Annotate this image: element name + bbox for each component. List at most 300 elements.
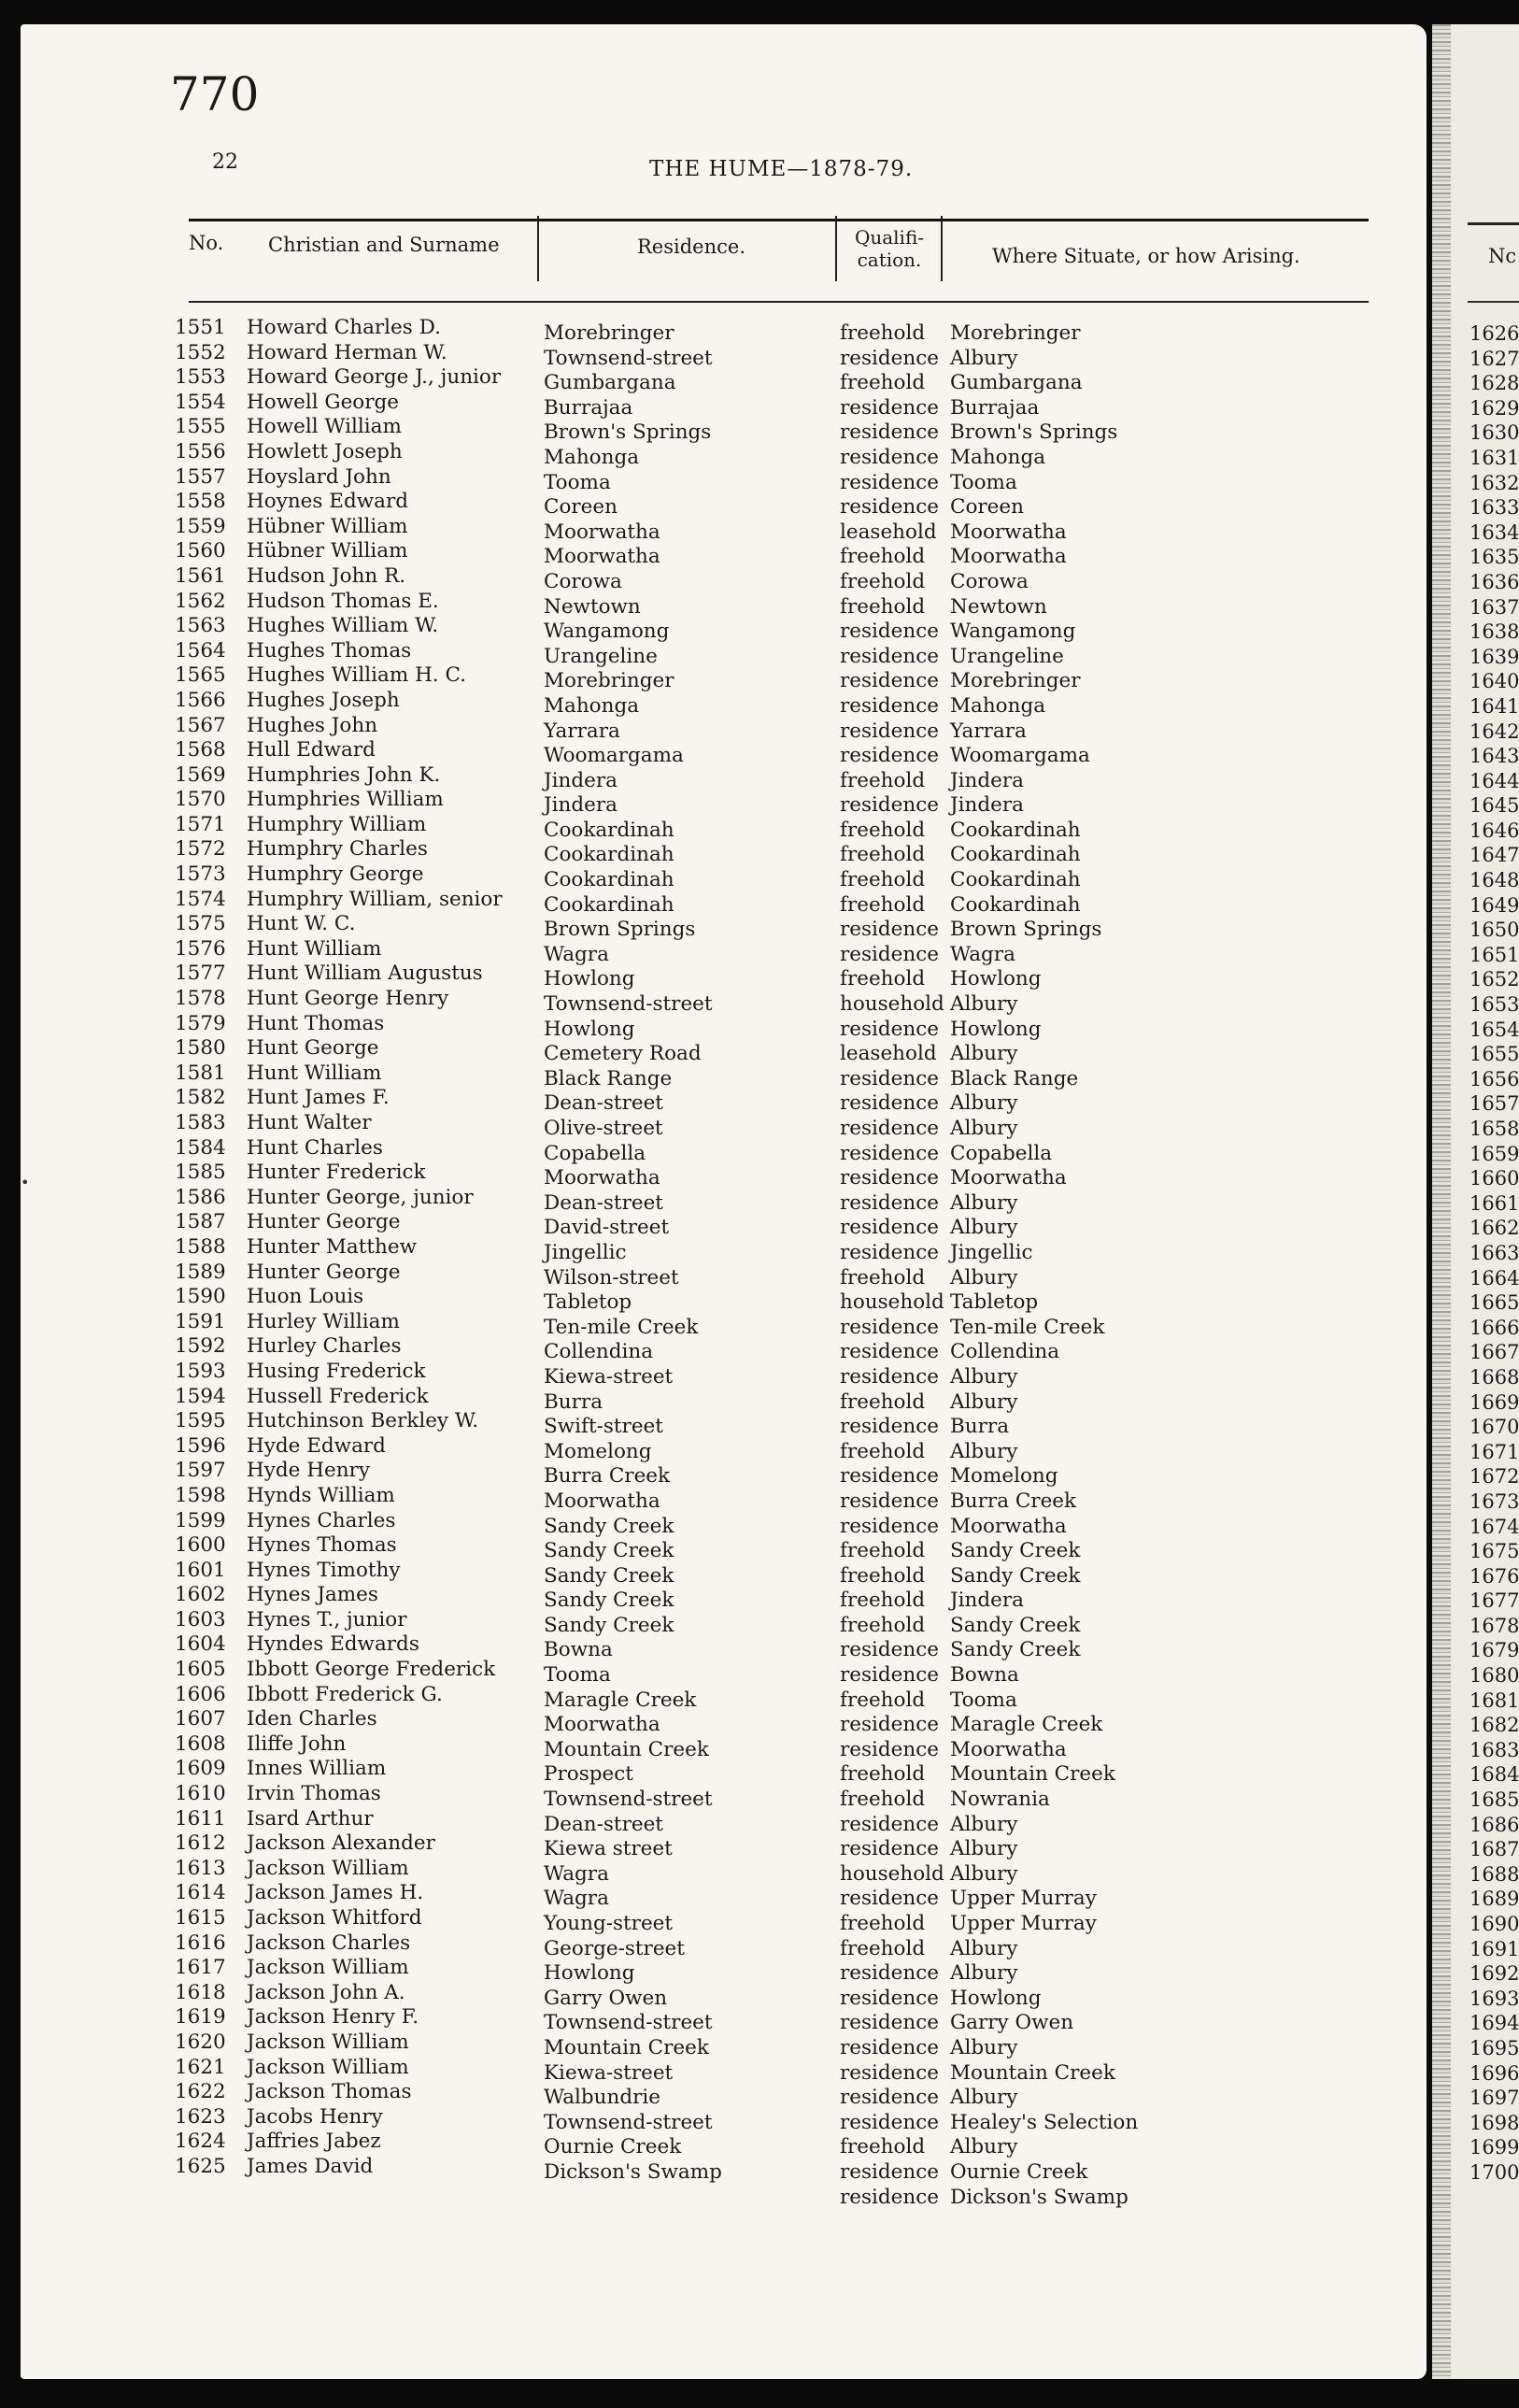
qualification-cell: freehold bbox=[840, 1912, 926, 1935]
adjacent-elector-number: 1631 bbox=[1469, 446, 1519, 469]
elector-number: 1585 bbox=[175, 1161, 226, 1185]
residence-cell: Brown Springs bbox=[544, 918, 696, 942]
adjacent-elector-number: 1664 bbox=[1469, 1266, 1519, 1289]
elector-number: 1619 bbox=[175, 2005, 226, 2030]
table-row bbox=[21, 837, 1427, 867]
where-situate-cell: Albury bbox=[950, 2086, 1018, 2110]
table-row bbox=[21, 365, 1427, 395]
elector-number: 1599 bbox=[175, 1508, 226, 1532]
residence-cell: Townsend-street bbox=[544, 992, 713, 1017]
table-row bbox=[21, 1856, 1427, 1886]
qualification-cell: freehold bbox=[840, 1589, 926, 1613]
elector-name: Jacobs Henry bbox=[247, 2104, 383, 2129]
where-situate-cell: Cookardinah bbox=[950, 843, 1081, 867]
table-row bbox=[21, 415, 1427, 445]
table-row bbox=[21, 1682, 1427, 1712]
qualification-cell: freehold bbox=[840, 843, 926, 867]
table-row bbox=[21, 1881, 1427, 1911]
where-situate-cell: Howlong bbox=[950, 967, 1042, 991]
elector-number: 1575 bbox=[175, 912, 226, 936]
header-rule-top bbox=[189, 219, 1369, 221]
qualification-cell: freehold bbox=[840, 1688, 926, 1712]
elector-number: 1587 bbox=[175, 1210, 226, 1234]
table-row bbox=[21, 788, 1427, 818]
where-situate-cell: Cookardinah bbox=[950, 818, 1081, 842]
elector-number: 1613 bbox=[175, 1856, 226, 1880]
residence-cell: Black Range bbox=[544, 1066, 673, 1090]
elector-name: Hunt William bbox=[247, 936, 382, 961]
elector-name: Hunt William bbox=[247, 1061, 382, 1085]
elector-name: Hyde Edward bbox=[247, 1433, 386, 1458]
qualification-cell: residence bbox=[840, 2011, 940, 2035]
table-row bbox=[21, 1931, 1427, 1960]
elector-number: 1607 bbox=[175, 1707, 226, 1731]
elector-number: 1582 bbox=[175, 1086, 226, 1110]
where-situate-cell: Jingellic bbox=[950, 1240, 1033, 1264]
adjacent-elector-number: 1684 bbox=[1469, 1763, 1519, 1787]
residence-cell: Townsend-street bbox=[544, 1788, 713, 1812]
elector-number: 1553 bbox=[175, 365, 226, 390]
residence-cell: Sandy Creek bbox=[544, 1539, 674, 1563]
where-situate-cell: Moorwatha bbox=[950, 520, 1067, 544]
qualification-cell: household bbox=[840, 1861, 944, 1886]
elector-number: 1624 bbox=[175, 2130, 226, 2154]
elector-number: 1584 bbox=[175, 1135, 226, 1160]
where-situate-cell: Moorwatha bbox=[950, 545, 1067, 569]
elector-number: 1558 bbox=[175, 490, 226, 514]
where-situate-cell: Albury bbox=[950, 1439, 1018, 1463]
adjacent-elector-number: 1635 bbox=[1469, 546, 1519, 569]
elector-name: Hunter Frederick bbox=[247, 1161, 426, 1185]
elector-number: 1588 bbox=[175, 1234, 226, 1259]
where-situate-cell: Albury bbox=[950, 1837, 1018, 1861]
elector-number: 1565 bbox=[175, 663, 226, 688]
where-situate-cell: Upper Murray bbox=[950, 1912, 1097, 1935]
elector-number: 1615 bbox=[175, 1906, 226, 1930]
table-row bbox=[21, 962, 1427, 991]
where-situate-cell: Albury bbox=[950, 1042, 1018, 1066]
qualification-cell: residence bbox=[840, 2110, 940, 2134]
qualification-cell: freehold bbox=[840, 818, 926, 842]
qualification-cell: residence bbox=[840, 1663, 940, 1688]
residence-cell: Cookardinah bbox=[544, 818, 674, 842]
elector-name: Hynes Charles bbox=[247, 1508, 396, 1532]
adjacent-elector-number: 1693 bbox=[1469, 1987, 1519, 2010]
elector-name: Jackson William bbox=[247, 2055, 409, 2079]
adjacent-elector-number: 1680 bbox=[1469, 1664, 1519, 1688]
residence-cell: Mountain Creek bbox=[544, 1737, 709, 1761]
elector-name: Humphries William bbox=[247, 788, 444, 812]
adjacent-elector-number: 1632 bbox=[1469, 471, 1519, 494]
qualification-cell: freehold bbox=[840, 768, 926, 792]
where-situate-cell: Albury bbox=[950, 1961, 1018, 1986]
elector-number: 1583 bbox=[175, 1111, 226, 1134]
table-row bbox=[21, 1483, 1427, 1513]
qualification-cell: residence bbox=[840, 669, 940, 693]
elector-number: 1567 bbox=[175, 713, 226, 737]
adjacent-elector-number: 1629 bbox=[1469, 396, 1519, 420]
residence-cell: Corowa bbox=[544, 569, 622, 593]
elector-number: 1601 bbox=[175, 1558, 226, 1582]
residence-cell: Mahonga bbox=[544, 693, 640, 718]
adjacent-elector-number: 1639 bbox=[1469, 645, 1519, 668]
elector-number: 1573 bbox=[175, 862, 226, 887]
qualification-cell: freehold bbox=[840, 2135, 926, 2159]
elector-number: 1555 bbox=[175, 415, 226, 439]
where-situate-cell: Burrajaa bbox=[950, 395, 1040, 420]
qualification-cell: residence bbox=[840, 445, 940, 469]
adjacent-elector-number: 1700 bbox=[1469, 2160, 1519, 2184]
residence-cell: Newtown bbox=[544, 594, 641, 619]
table-row bbox=[21, 1831, 1427, 1861]
elector-name: Hynes Timothy bbox=[247, 1558, 401, 1582]
table-row bbox=[21, 2154, 1427, 2184]
qualification-cell: residence bbox=[840, 1638, 940, 1662]
where-situate-cell: Albury bbox=[950, 1091, 1018, 1116]
qualification-cell: residence bbox=[840, 1713, 940, 1737]
where-situate-cell: Tooma bbox=[950, 1688, 1017, 1712]
qualification-cell: freehold bbox=[840, 1539, 926, 1563]
elector-name: Hughes Joseph bbox=[247, 688, 400, 712]
page-gutter bbox=[1432, 24, 1451, 2379]
table-row bbox=[21, 563, 1427, 593]
elector-name: Hudson John R. bbox=[247, 563, 406, 588]
column-header-no: No. bbox=[189, 232, 224, 254]
margin-mark: • bbox=[21, 1174, 30, 1191]
elector-number: 1559 bbox=[175, 514, 226, 538]
elector-number: 1561 bbox=[175, 563, 226, 588]
where-situate-cell: Jindera bbox=[950, 793, 1024, 818]
table-row bbox=[21, 1632, 1427, 1662]
where-situate-cell: Mountain Creek bbox=[950, 2060, 1115, 2085]
elector-name: Jackson John A. bbox=[247, 1980, 405, 2004]
where-situate-cell: Tooma bbox=[950, 470, 1017, 494]
table-row bbox=[21, 1359, 1427, 1389]
adjacent-elector-number: 1699 bbox=[1469, 2136, 1519, 2159]
qualification-cell: freehold bbox=[840, 545, 926, 569]
adjacent-elector-number: 1676 bbox=[1469, 1564, 1519, 1588]
qualification-cell: residence bbox=[840, 620, 940, 644]
elector-name: Hunter George, junior bbox=[247, 1185, 474, 1209]
folio-number: 770 bbox=[170, 67, 260, 121]
qualification-cell: residence bbox=[840, 2185, 940, 2209]
table-row bbox=[21, 2180, 1427, 2209]
elector-number: 1614 bbox=[175, 1881, 226, 1905]
elector-name: James David bbox=[247, 2154, 374, 2178]
where-situate-cell: Black Range bbox=[950, 1066, 1079, 1090]
residence-cell: Prospect bbox=[544, 1762, 633, 1787]
where-situate-cell: Healey's Selection bbox=[950, 2110, 1139, 2134]
adjacent-elector-number: 1673 bbox=[1469, 1489, 1519, 1513]
table-row bbox=[21, 887, 1427, 917]
elector-name: Howard George J., junior bbox=[247, 365, 502, 390]
elector-name: Hutchinson Berkley W. bbox=[247, 1409, 479, 1433]
elector-number: 1621 bbox=[175, 2055, 226, 2079]
column-header-qualification bbox=[843, 226, 936, 271]
qualification-cell: freehold bbox=[840, 967, 926, 991]
qualification-cell: freehold bbox=[840, 1762, 926, 1787]
table-row bbox=[21, 1086, 1427, 1116]
residence-cell: Kiewa-street bbox=[544, 1364, 674, 1389]
qualification-cell: residence bbox=[840, 1986, 940, 2010]
elector-name: Humphry William bbox=[247, 812, 427, 836]
residence-cell: Cemetery Road bbox=[544, 1042, 702, 1066]
qualification-cell: freehold bbox=[840, 1389, 926, 1414]
residence-cell: Dickson's Swamp bbox=[544, 2159, 722, 2184]
qualification-cell: residence bbox=[840, 420, 940, 445]
where-situate-cell: Upper Murray bbox=[950, 1887, 1097, 1911]
residence-cell: Burra Creek bbox=[544, 1464, 671, 1489]
residence-cell: Dean-street bbox=[544, 1091, 663, 1116]
elector-name: Hull Edward bbox=[247, 738, 376, 762]
table-row bbox=[21, 1956, 1427, 1986]
where-situate-cell: Albury bbox=[950, 1117, 1018, 1140]
elector-number: 1586 bbox=[175, 1185, 226, 1209]
elector-name: Hyndes Edwards bbox=[247, 1632, 419, 1657]
residence-cell: Wilson-street bbox=[544, 1265, 679, 1289]
table-row bbox=[21, 1309, 1427, 1339]
residence-cell: Wagra bbox=[544, 1887, 609, 1911]
elector-number: 1576 bbox=[175, 936, 226, 961]
column-divider bbox=[941, 216, 943, 281]
qualification-cell: residence bbox=[840, 346, 940, 370]
elector-name: Hurley William bbox=[247, 1309, 400, 1333]
elector-number: 1611 bbox=[175, 1806, 226, 1831]
table-row bbox=[21, 688, 1427, 718]
register-rows bbox=[21, 316, 1427, 2209]
residence-cell: Tooma bbox=[544, 470, 611, 494]
elector-name: Jackson Thomas bbox=[247, 2080, 412, 2104]
where-situate-cell: Nowrania bbox=[950, 1788, 1050, 1812]
elector-name: Hunt Walter bbox=[247, 1111, 372, 1134]
residence-cell: Howlong bbox=[544, 967, 635, 991]
residence-cell: Wagra bbox=[544, 1861, 609, 1886]
residence-cell: Jingellic bbox=[544, 1240, 627, 1264]
residence-cell: Moorwatha bbox=[544, 545, 660, 569]
where-situate-cell: Jindera bbox=[950, 1589, 1024, 1613]
residence-cell: Morebringer bbox=[544, 321, 674, 345]
adjacent-elector-number: 1634 bbox=[1469, 520, 1519, 544]
qualification-cell: residence bbox=[840, 2086, 940, 2110]
elector-number: 1552 bbox=[175, 340, 226, 364]
residence-cell: Howlong bbox=[544, 1961, 635, 1986]
column-divider bbox=[537, 216, 539, 281]
qualification-cell: freehold bbox=[840, 1788, 926, 1812]
qualification-cell: residence bbox=[840, 1117, 940, 1140]
adjacent-elector-number: 1674 bbox=[1469, 1515, 1519, 1538]
residence-cell: Jindera bbox=[544, 793, 618, 818]
elector-name: Huon Louis bbox=[247, 1285, 364, 1309]
elector-number: 1556 bbox=[175, 439, 226, 463]
residence-cell: Townsend-street bbox=[544, 2110, 713, 2134]
qualification-cell: freehold bbox=[840, 892, 926, 917]
elector-number: 1608 bbox=[175, 1731, 226, 1756]
qualification-cell: residence bbox=[840, 693, 940, 718]
elector-name: Humphry William, senior bbox=[247, 887, 503, 911]
residence-cell: Swift-street bbox=[544, 1415, 663, 1439]
adjacent-elector-number: 1662 bbox=[1469, 1217, 1519, 1240]
qualification-cell: residence bbox=[840, 1190, 940, 1215]
table-row bbox=[21, 1260, 1427, 1289]
elector-name: Ibbott George Frederick bbox=[247, 1658, 496, 1682]
adjacent-column-header: Nc bbox=[1488, 245, 1517, 267]
qualification-cell: residence bbox=[840, 1887, 940, 1911]
residence-cell: Woomargama bbox=[544, 744, 684, 768]
elector-number: 1554 bbox=[175, 390, 226, 414]
adjacent-elector-number: 1641 bbox=[1469, 694, 1519, 718]
elector-number: 1609 bbox=[175, 1757, 226, 1781]
residence-cell: Kiewa-street bbox=[544, 2060, 674, 2085]
table-row bbox=[21, 1036, 1427, 1066]
document-page bbox=[21, 24, 1427, 2379]
table-row bbox=[21, 539, 1427, 569]
where-situate-cell: Tabletop bbox=[950, 1290, 1039, 1315]
elector-number: 1591 bbox=[175, 1309, 226, 1333]
qualification-cell: residence bbox=[840, 644, 940, 668]
table-row bbox=[21, 1285, 1427, 1315]
elector-number: 1592 bbox=[175, 1334, 226, 1359]
adjacent-elector-number: 1646 bbox=[1469, 819, 1519, 842]
residence-cell: Burrajaa bbox=[544, 395, 633, 420]
where-situate-cell: Newtown bbox=[950, 594, 1047, 619]
elector-name: Hughes William H. C. bbox=[247, 663, 466, 688]
qualification-cell: freehold bbox=[840, 1563, 926, 1588]
where-situate-cell: Brown Springs bbox=[950, 918, 1102, 942]
table-row bbox=[21, 2005, 1427, 2035]
qualification-cell: freehold bbox=[840, 569, 926, 593]
elector-number: 1566 bbox=[175, 688, 226, 712]
elector-number: 1605 bbox=[175, 1658, 226, 1682]
adjacent-page-edge bbox=[1432, 24, 1519, 2379]
residence-cell: Wangamong bbox=[544, 620, 670, 644]
elector-name: Hughes John bbox=[247, 713, 378, 737]
elector-name: Hunter George bbox=[247, 1260, 401, 1284]
residence-cell: Burra bbox=[544, 1389, 603, 1414]
table-row bbox=[21, 1508, 1427, 1538]
header-rule-bottom bbox=[189, 301, 1369, 303]
where-situate-cell: Sandy Creek bbox=[950, 1613, 1081, 1637]
qualification-cell: residence bbox=[840, 1489, 940, 1513]
where-situate-cell: Mountain Creek bbox=[950, 1762, 1115, 1787]
adjacent-elector-number: 1690 bbox=[1469, 1913, 1519, 1935]
elector-name: Hynes James bbox=[247, 1583, 378, 1607]
qualification-cell: freehold bbox=[840, 1613, 926, 1637]
adjacent-elector-number: 1660 bbox=[1469, 1167, 1519, 1190]
elector-number: 1625 bbox=[175, 2154, 226, 2178]
qualification-cell: residence bbox=[840, 1837, 940, 1861]
elector-name: Iden Charles bbox=[247, 1707, 377, 1731]
elector-name: Howard Herman W. bbox=[247, 340, 447, 364]
table-row bbox=[21, 1135, 1427, 1165]
adjacent-elector-number: 1688 bbox=[1469, 1862, 1519, 1886]
adjacent-elector-number: 1695 bbox=[1469, 2036, 1519, 2059]
qualification-cell: freehold bbox=[840, 1265, 926, 1289]
residence-cell: Jindera bbox=[544, 768, 618, 792]
where-situate-cell: Howlong bbox=[950, 1986, 1042, 2010]
table-row bbox=[21, 1185, 1427, 1215]
adjacent-elector-number: 1675 bbox=[1469, 1540, 1519, 1563]
table-row bbox=[21, 1111, 1427, 1140]
adjacent-elector-number: 1689 bbox=[1469, 1888, 1519, 1911]
elector-name: Hynes Thomas bbox=[247, 1533, 397, 1558]
adjacent-elector-number: 1651 bbox=[1469, 943, 1519, 966]
qualification-cell: freehold bbox=[840, 868, 926, 892]
elector-number: 1577 bbox=[175, 962, 226, 986]
where-situate-cell: Moorwatha bbox=[950, 1514, 1067, 1538]
table-row bbox=[21, 1210, 1427, 1240]
adjacent-elector-number: 1668 bbox=[1469, 1365, 1519, 1389]
column-header-residence: Residence. bbox=[637, 235, 745, 258]
residence-cell: Cookardinah bbox=[544, 868, 674, 892]
elector-number: 1622 bbox=[175, 2080, 226, 2104]
where-situate-cell: Ournie Creek bbox=[950, 2159, 1088, 2184]
table-row bbox=[21, 638, 1427, 668]
adjacent-elector-number: 1654 bbox=[1469, 1018, 1519, 1041]
elector-name: Hübner William bbox=[247, 514, 408, 538]
residence-cell: Moorwatha bbox=[544, 1166, 660, 1190]
elector-name: Howlett Joseph bbox=[247, 439, 403, 463]
qualification-cell: residence bbox=[840, 395, 940, 420]
adjacent-elector-number: 1681 bbox=[1469, 1688, 1519, 1712]
where-situate-cell: Ten-mile Creek bbox=[950, 1315, 1105, 1339]
residence-cell: David-street bbox=[544, 1216, 670, 1240]
residence-cell: Moorwatha bbox=[544, 520, 660, 544]
elector-number: 1604 bbox=[175, 1632, 226, 1657]
adjacent-elector-number: 1653 bbox=[1469, 993, 1519, 1017]
elector-number: 1590 bbox=[175, 1285, 226, 1309]
elector-name: Hunt Thomas bbox=[247, 1011, 385, 1035]
elector-number: 1606 bbox=[175, 1682, 226, 1706]
elector-name: Hunt William Augustus bbox=[247, 962, 483, 986]
table-row bbox=[21, 1558, 1427, 1588]
adjacent-elector-number: 1636 bbox=[1469, 570, 1519, 593]
elector-name: Jackson Alexander bbox=[247, 1831, 435, 1856]
elector-number: 1618 bbox=[175, 1980, 226, 2004]
elector-number: 1617 bbox=[175, 1956, 226, 1980]
adjacent-elector-number: 1637 bbox=[1469, 595, 1519, 619]
qualification-cell: residence bbox=[840, 1166, 940, 1190]
elector-name: Hunter George bbox=[247, 1210, 401, 1234]
adjacent-elector-number: 1649 bbox=[1469, 893, 1519, 917]
qualification-cell: residence bbox=[840, 744, 940, 768]
adjacent-elector-number: 1628 bbox=[1469, 372, 1519, 395]
where-situate-cell: Sandy Creek bbox=[950, 1638, 1081, 1662]
elector-name: Hunt George Henry bbox=[247, 987, 449, 1011]
adjacent-elector-number: 1640 bbox=[1469, 670, 1519, 693]
where-situate-cell: Burra Creek bbox=[950, 1489, 1077, 1513]
table-row bbox=[21, 1384, 1427, 1414]
elector-name: Hynds William bbox=[247, 1483, 395, 1507]
adjacent-elector-number: 1642 bbox=[1469, 720, 1519, 743]
table-row bbox=[21, 812, 1427, 842]
table-row bbox=[21, 738, 1427, 768]
qualification-cell: residence bbox=[840, 793, 940, 818]
qualification-cell: freehold bbox=[840, 594, 926, 619]
elector-name: Howell William bbox=[247, 415, 402, 439]
elector-name: Hunt W. C. bbox=[247, 912, 356, 936]
qualification-cell: residence bbox=[840, 1091, 940, 1116]
adjacent-elector-number: 1643 bbox=[1469, 745, 1519, 768]
qualification-cell: residence bbox=[840, 1340, 940, 1364]
qualification-cell: leasehold bbox=[840, 520, 937, 544]
adjacent-elector-number: 1645 bbox=[1469, 794, 1519, 818]
where-situate-cell: Gumbargana bbox=[950, 371, 1083, 395]
qualification-cell: freehold bbox=[840, 321, 926, 345]
table-row bbox=[21, 1607, 1427, 1637]
where-situate-cell: Albury bbox=[950, 346, 1018, 370]
table-row bbox=[21, 1658, 1427, 1688]
table-row bbox=[21, 1980, 1427, 2010]
